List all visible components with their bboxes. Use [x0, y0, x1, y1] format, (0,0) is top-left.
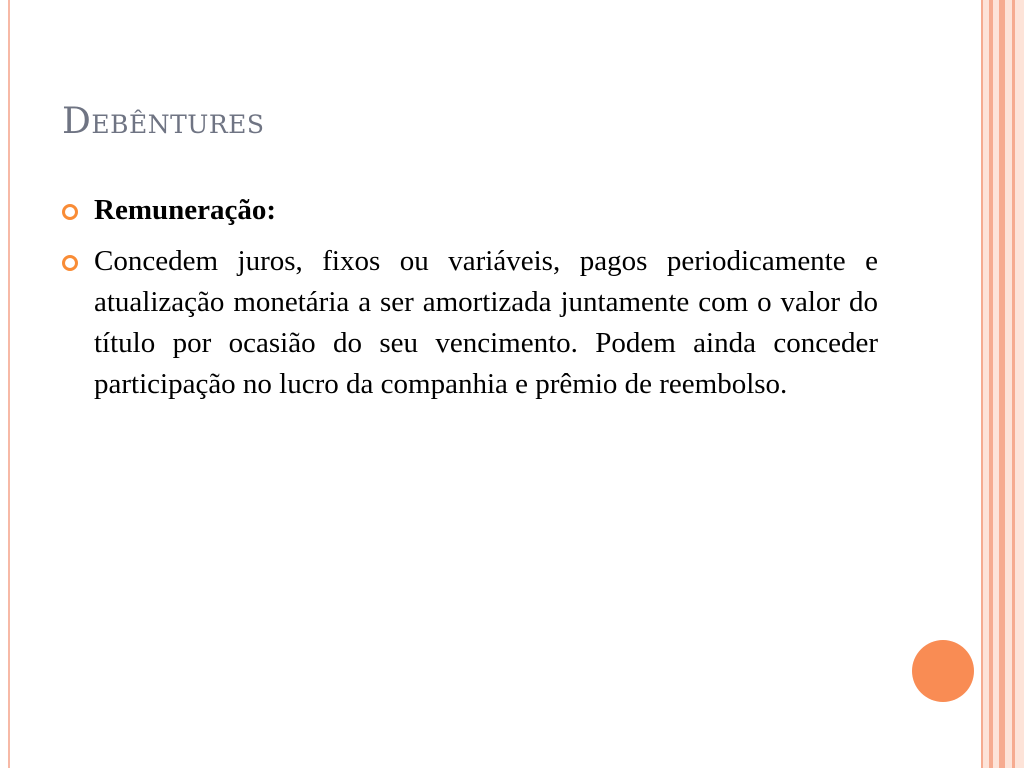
- bullet-circle-icon: [62, 255, 78, 271]
- bullet-list: [62, 190, 878, 415]
- bullet-circle-icon: [62, 204, 78, 220]
- slide-title: Debêntures: [62, 101, 265, 142]
- bullet-item: [62, 241, 878, 405]
- decorative-circle: [912, 640, 974, 702]
- bullet-item: [62, 190, 878, 231]
- bullet-text: Concedem juros, fixos ou variáveis, pagos periodicamente e atualização monetária a ser amortizada juntamente com o valor do título por ocasião do seu vencimento. Podem ainda conceder participação no lucro da companhia e prêmio de reembolso.: [94, 245, 878, 400]
- right-stripe: [981, 0, 983, 768]
- left-border-line: [8, 0, 10, 768]
- bullet-text: Remuneração:: [94, 194, 277, 226]
- right-stripe: [1012, 0, 1015, 768]
- right-stripe: [999, 0, 1005, 768]
- right-stripe: [989, 0, 993, 768]
